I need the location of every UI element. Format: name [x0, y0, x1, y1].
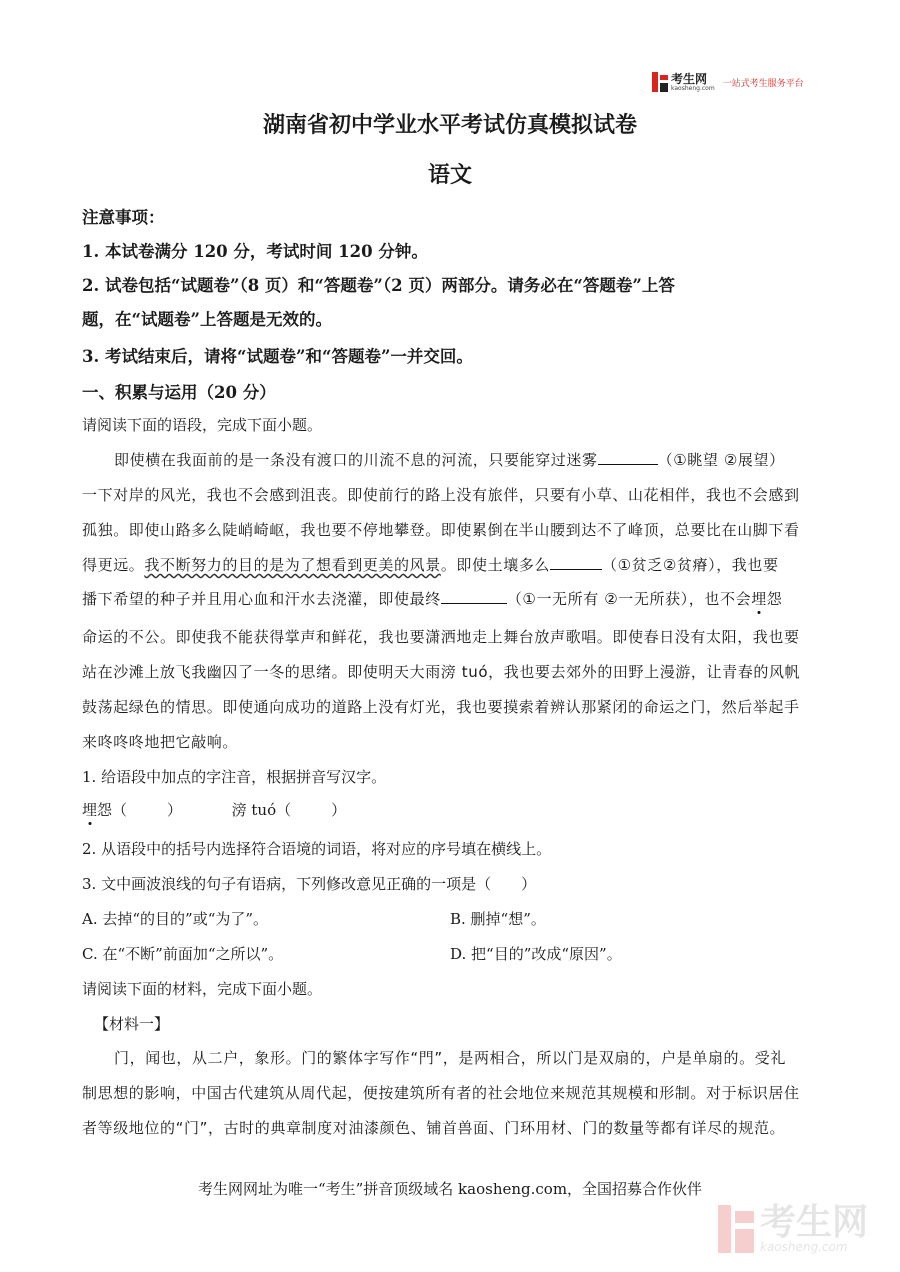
material-1-heading: 【材料一】	[94, 1015, 170, 1033]
dotted-char-mai: 埋	[751, 590, 767, 608]
kaosheng-logo-icon	[652, 72, 668, 92]
passage-line-4: 得更远。我不断努力的目的是为了想看到更美的风景。即使土壤多么 （①贫乏②贫瘠），我也要	[82, 556, 779, 574]
passage-line-2: 一下对岸的风光，我也不会感到沮丧。即使前行的路上没有旅伴，只要有小草、山花相伴，我也不会感到	[82, 486, 800, 504]
logo-slogan: 一站式考生服务平台	[722, 78, 804, 89]
option-c[interactable]: C. 在“不断”前面加“之所以”。	[82, 945, 284, 963]
watermark-domain: kaosheng.com	[760, 1240, 848, 1254]
passage-line-1: 即使横在我面前的是一条没有渡口的川流不息的河流，只要能穿过迷雾 （①眺望 ②展望）	[114, 451, 785, 469]
watermark-logo-icon	[718, 1205, 754, 1253]
notice-item-2a: 2. 试卷包括“试题卷”（8 页）和“答题卷”（2 页）两部分。请务必在“答题卷”上答	[82, 276, 675, 295]
footer-text: 考生网网址为唯一“考生”拼音顶级域名 kaosheng.com，全国招募合作伙伴	[197, 1180, 703, 1198]
instruction: 请阅读下面的语段，完成下面小题。	[82, 416, 323, 434]
passage-line-9: 来咚咚咚地把它敲响。	[82, 733, 239, 751]
instruction-2: 请阅读下面的材料，完成下面小题。	[82, 980, 323, 998]
blank-1[interactable]	[598, 450, 658, 465]
option-d[interactable]: D. 把“目的”改成“原因”。	[450, 945, 622, 963]
notice-item-3: 3. 考试结束后，请将“试题卷”和“答题卷”一并交回。	[82, 347, 473, 366]
question-2: 2. 从语段中的括号内选择符合语境的词语，将对应的序号填在横线上。	[82, 840, 552, 858]
wavy-sentence: 我不断努力的目的是为了想看到更美的风景	[144, 556, 441, 574]
material-line-2: 制思想的影响，中国古代建筑从周代起，便按建筑所有者的社会地位来规范其规模和形制。对于标识居住	[82, 1084, 800, 1102]
question-1-items: 埋怨（ ） 滂 tuó（ ）	[82, 801, 347, 819]
blank-3[interactable]	[441, 589, 507, 604]
notice-heading: 注意事项：	[82, 208, 165, 227]
watermark-name: 考生网	[760, 1202, 869, 1243]
question-1: 1. 给语段中加点的字注音，根据拼音写汉字。	[82, 768, 387, 786]
notice-item-2b: 题，在“试题卷”上答题是无效的。	[82, 310, 332, 329]
passage-line-3: 孤独。即使山路多么陡峭崎岖，我也要不停地攀登。即使累倒在半山腰到达不了峰顶，总要比在山脚下看	[82, 521, 800, 539]
option-a[interactable]: A. 去掉“的目的”或“为了”。	[82, 910, 269, 928]
logo-name: 考生网	[671, 71, 708, 86]
passage-line-8: 鼓荡起绿色的情思。即使通向成功的道路上没有灯光，我也要摸索着辨认那紧闭的命运之门，然后举起手	[82, 698, 800, 716]
section-heading: 一、积累与运用（20 分）	[82, 383, 276, 402]
page-title: 湖南省初中学业水平考试仿真模拟试卷	[262, 112, 637, 138]
site-logo[interactable]	[652, 72, 804, 92]
material-line-1: 门，闻也，从二户，象形。门的繁体字写作“門”，是两相合，所以门是双扇的，户是单扇的。受礼	[114, 1049, 786, 1067]
answer-box-2[interactable]	[291, 801, 331, 815]
passage-line-6: 命运的不公。即使我不能获得掌声和鲜花，我也要潇洒地走上舞台放声歌唱。即使春日没有太阳，我也要	[82, 628, 800, 646]
passage-line-5: 播下希望的种子并且用心血和汗水去浇灌，即使最终 （①一无所有 ②一无所获），也不会埋怨	[82, 590, 783, 608]
notice-item-1: 1. 本试卷满分 120 分，考试时间 120 分钟。	[82, 242, 428, 261]
subject-title: 语文	[427, 162, 472, 188]
question-3: 3. 文中画波浪线的句子有语病，下列修改意见正确的一项是（ ）	[82, 875, 537, 893]
watermark	[718, 1202, 869, 1254]
blank-2[interactable]	[550, 555, 602, 570]
answer-box-1[interactable]	[127, 801, 167, 815]
option-b[interactable]: B. 删掉“想”。	[450, 910, 546, 928]
logo-domain: kaosheng.com	[671, 84, 715, 92]
material-line-3: 者等级地位的“门”，古时的典章制度对油漆颜色、铺首兽面、门环用材、门的数量等都有详尽的规范。	[82, 1119, 786, 1137]
passage-line-7: 站在沙滩上放飞我幽囚了一冬的思绪。即使明天大雨滂 tuó，我也要去郊外的田野上漫游，让青春的风帆	[82, 663, 801, 681]
